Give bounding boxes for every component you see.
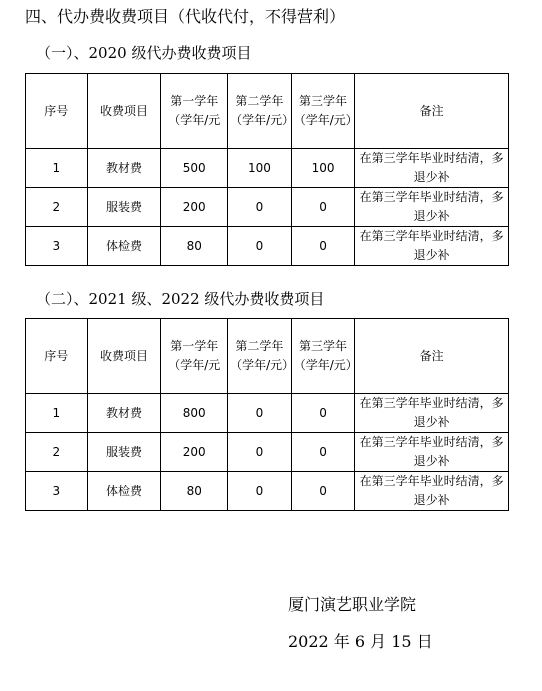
header-year2: 第二学年（学年/元）: [228, 319, 292, 394]
header-remark: 备注: [355, 319, 509, 394]
signature-org: 厦门演艺职业学院: [288, 595, 417, 614]
table2-title: （二）、2021 级、2022 级代办费收费项目: [36, 290, 325, 308]
cell-year2: 0: [228, 227, 292, 266]
table-row: [26, 472, 509, 511]
cell-item: 体检费: [87, 227, 161, 266]
cell-year3: 0: [291, 394, 355, 433]
cell-year3: 0: [291, 227, 355, 266]
cell-item: 教材费: [87, 394, 161, 433]
cell-no: 2: [26, 188, 88, 227]
cell-year3: 100: [291, 149, 355, 188]
header-no: 序号: [26, 74, 88, 149]
cell-item: 服装费: [87, 433, 161, 472]
header-year1: 第一学年（学年/元: [161, 74, 228, 149]
section-title: 四、代办费收费项目（代收代付，不得营利）: [25, 7, 346, 26]
cell-remark: 在第三学年毕业时结清，多退少补: [355, 472, 509, 511]
cell-year1: 200: [161, 433, 228, 472]
cell-remark: 在第三学年毕业时结清，多退少补: [355, 227, 509, 266]
cell-remark: 在第三学年毕业时结清，多退少补: [355, 188, 509, 227]
cell-year3: 0: [291, 188, 355, 227]
cell-year2: 0: [228, 394, 292, 433]
header-no: 序号: [26, 319, 88, 394]
cell-year1: 800: [161, 394, 228, 433]
table-row: [26, 227, 509, 266]
cell-year3: 0: [291, 472, 355, 511]
cell-remark: 在第三学年毕业时结清，多退少补: [355, 149, 509, 188]
cell-year1: 500: [161, 149, 228, 188]
cell-item: 服装费: [87, 188, 161, 227]
cell-year2: 0: [228, 433, 292, 472]
header-item: 收费项目: [87, 74, 161, 149]
cell-year1: 80: [161, 472, 228, 511]
header-year1: 第一学年（学年/元: [161, 319, 228, 394]
cell-no: 3: [26, 227, 88, 266]
header-item: 收费项目: [87, 319, 161, 394]
cell-remark: 在第三学年毕业时结清，多退少补: [355, 394, 509, 433]
cell-item: 教材费: [87, 149, 161, 188]
cell-year2: 100: [228, 149, 292, 188]
table-row: [26, 188, 509, 227]
table-row: [26, 149, 509, 188]
cell-year2: 0: [228, 188, 292, 227]
header-remark: 备注: [355, 74, 509, 149]
cell-year1: 200: [161, 188, 228, 227]
table-header-row: [26, 74, 509, 149]
cell-year2: 0: [228, 472, 292, 511]
cell-item: 体检费: [87, 472, 161, 511]
cell-year3: 0: [291, 433, 355, 472]
table-row: [26, 433, 509, 472]
signature-date: 2022 年 6 月 15 日: [288, 632, 433, 651]
cell-remark: 在第三学年毕业时结清，多退少补: [355, 433, 509, 472]
cell-no: 2: [26, 433, 88, 472]
cell-year1: 80: [161, 227, 228, 266]
cell-no: 1: [26, 394, 88, 433]
table1-title: （一）、2020 级代办费收费项目: [36, 44, 252, 62]
table-row: [26, 394, 509, 433]
header-year2: 第二学年（学年/元）: [228, 74, 292, 149]
cell-no: 3: [26, 472, 88, 511]
header-year3: 第三学年（学年/元）: [291, 319, 355, 394]
fee-table-2020: [25, 73, 509, 266]
cell-no: 1: [26, 149, 88, 188]
table-header-row: [26, 319, 509, 394]
header-year3: 第三学年（学年/元）: [291, 74, 355, 149]
fee-table-2021-2022: [25, 318, 509, 511]
